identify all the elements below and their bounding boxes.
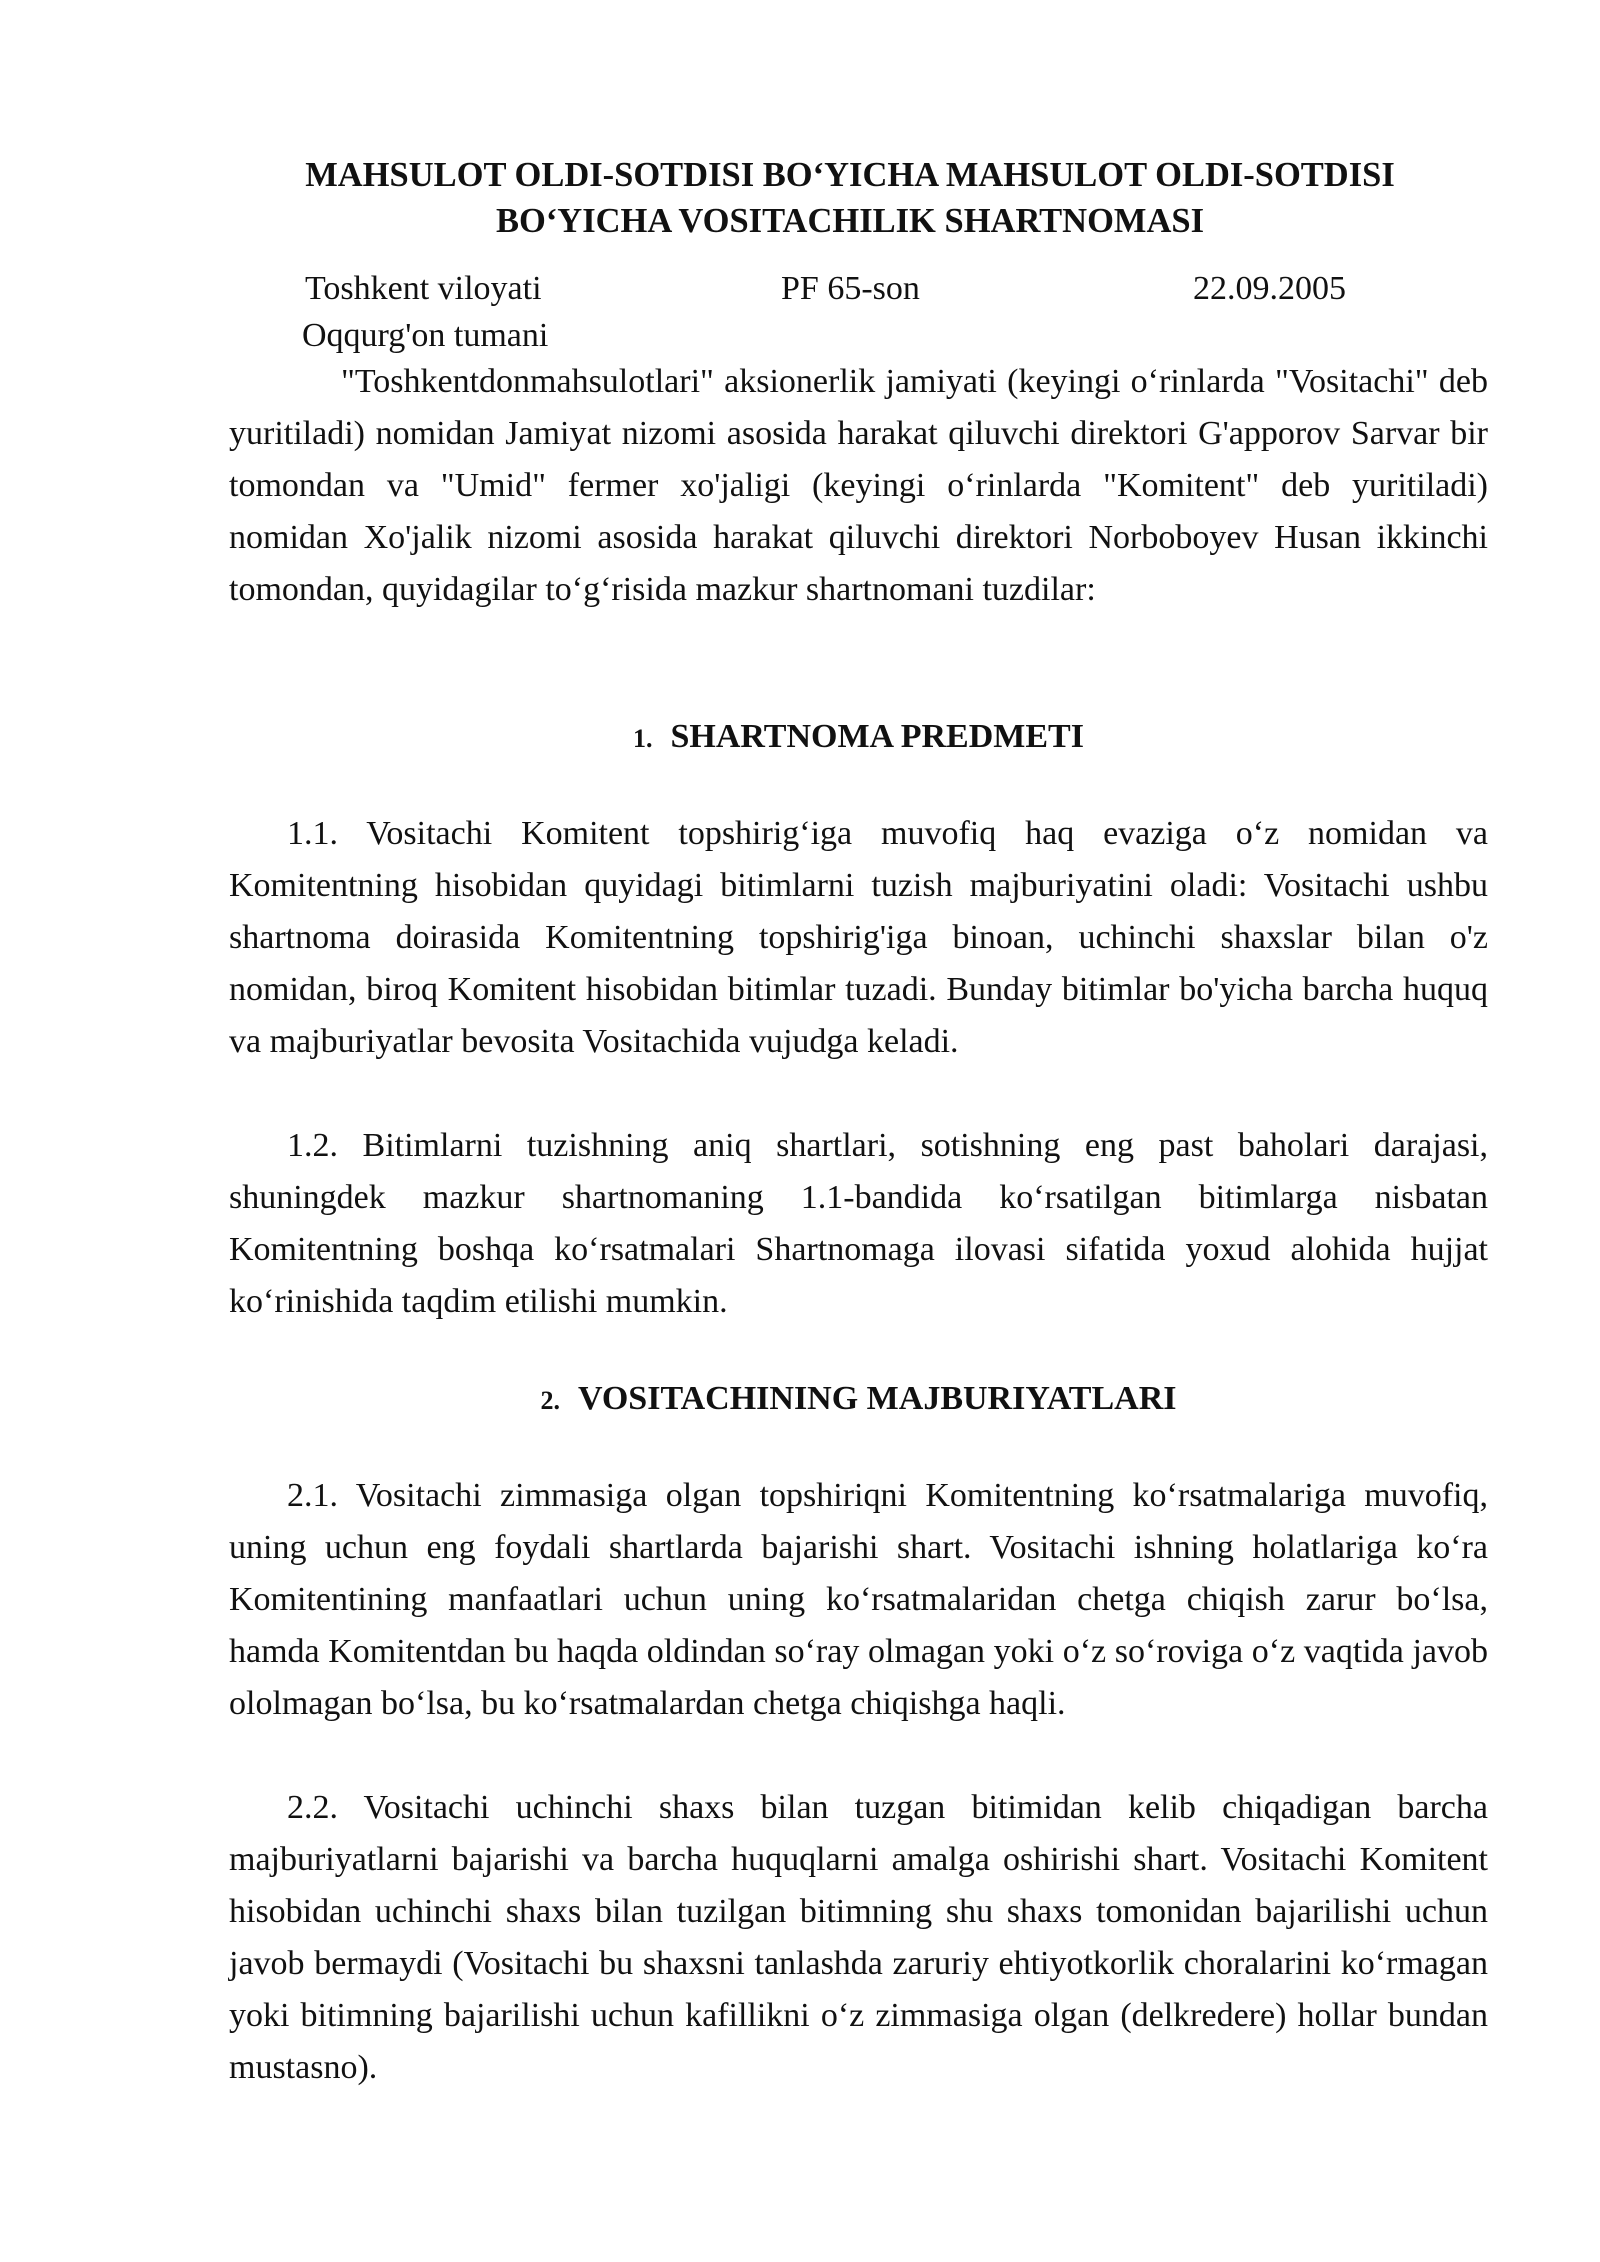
section-heading xyxy=(229,714,1488,762)
place-district: Oqqurg'on tumani xyxy=(302,317,549,354)
section-title: VOSITACHINING MAJBURIYATLARI xyxy=(577,1380,1177,1417)
section-number: 1. xyxy=(633,724,653,753)
clause-paragraph: 2.2. Vositachi uchinchi shaxs bilan tuzgan bitimidan kelib chiqadigan barcha majburiyatlarni bajarishi va barcha huquqlarni amalga oshirishi shart. Vositachi Komitent hisobidan uchinchi shaxs bilan tuzilgan bitimning shu shaxs tomonidan bajarilishi uchun javob bermaydi (Vositachi bu shaxsni tanlashda zaruriy ehtiyotkorlik choralarini ko‘rmagan yoki bitimning bajarilishi uchun kafillikni o‘z zimmasiga olgan (delkredere) hollar bundan mustasno). xyxy=(229,1789,1488,2086)
contract-date: 22.09.2005 xyxy=(1193,270,1346,307)
document-title: MAHSULOT OLDI-SOTDISI BO‘YICHA MAHSULOT OLDI-SOTDISI BO‘YICHA VOSITACHILIK SHARTNOMASI xyxy=(305,156,1395,240)
section-number: 2. xyxy=(540,1386,560,1415)
section-heading xyxy=(229,1376,1488,1424)
clause-paragraph: 1.2. Bitimlarni tuzishning aniq shartlari, sotishning eng past baholari darajasi, shuningdek mazkur shartnomaning 1.1-bandida ko‘rsatilgan bitimlarga nisbatan Komitentning boshqa ko‘rsatmalari Shartnomaga ilovasi sifatida yoxud alohida hujjat ko‘rinishida taqdim etilishi mumkin. xyxy=(229,1127,1488,1320)
clause-paragraph: 1.1. Vositachi Komitent topshirig‘iga muvofiq haq evaziga o‘z nomidan va Komitentning hisobidan quyidagi bitimlarni tuzish majburiyatini oladi: Vositachi ushbu shartnoma doirasida Komitentning topshirig'iga binoan, uchinchi shaxslar bilan o'z nomidan, biroq Komitent hisobidan bitimlar tuzadi. Bunday bitimlar bo'yicha barcha huquq va majburiyatlar bevosita Vositachida vujudga keladi. xyxy=(229,815,1488,1060)
clause-paragraph: 2.1. Vositachi zimmasiga olgan topshiriqni Komitentning ko‘rsatmalariga muvofiq, uning uchun eng foydali shartlarda bajarishi shart. Vositachi ishning holatlariga ko‘ra Komitentining manfaatlari uchun uning ko‘rsatmalaridan chetga chiqish zarur bo‘lsa, hamda Komitentdan bu haqda oldindan so‘ray olmagan yoki o‘z so‘roviga o‘z vaqtida javob ololmagan bo‘lsa, bu ko‘rsatmalardan chetga chiqishga haqli. xyxy=(229,1477,1488,1722)
section-title: SHARTNOMA PREDMETI xyxy=(670,718,1084,755)
intro-paragraph: "Toshkentdonmahsulotlari" aksionerlik jamiyati (keyingi o‘rinlarda "Vositachi" deb yuritiladi) nomidan Jamiyat nizomi asosida harakat qiluvchi direktori G'apporov Sarvar bir tomondan va "Umid" fermer xo'jaligi (keyingi o‘rinlarda "Komitent" deb yuritiladi) nomidan Xo'jalik nizomi asosida harakat qiluvchi direktori Norboboyev Husan ikkinchi tomondan, quyidagilar to‘g‘risida mazkur shartnomani tuzdilar: xyxy=(229,363,1488,608)
contract-number: PF 65-son xyxy=(781,270,920,307)
place-region: Toshkent viloyati xyxy=(305,270,542,307)
